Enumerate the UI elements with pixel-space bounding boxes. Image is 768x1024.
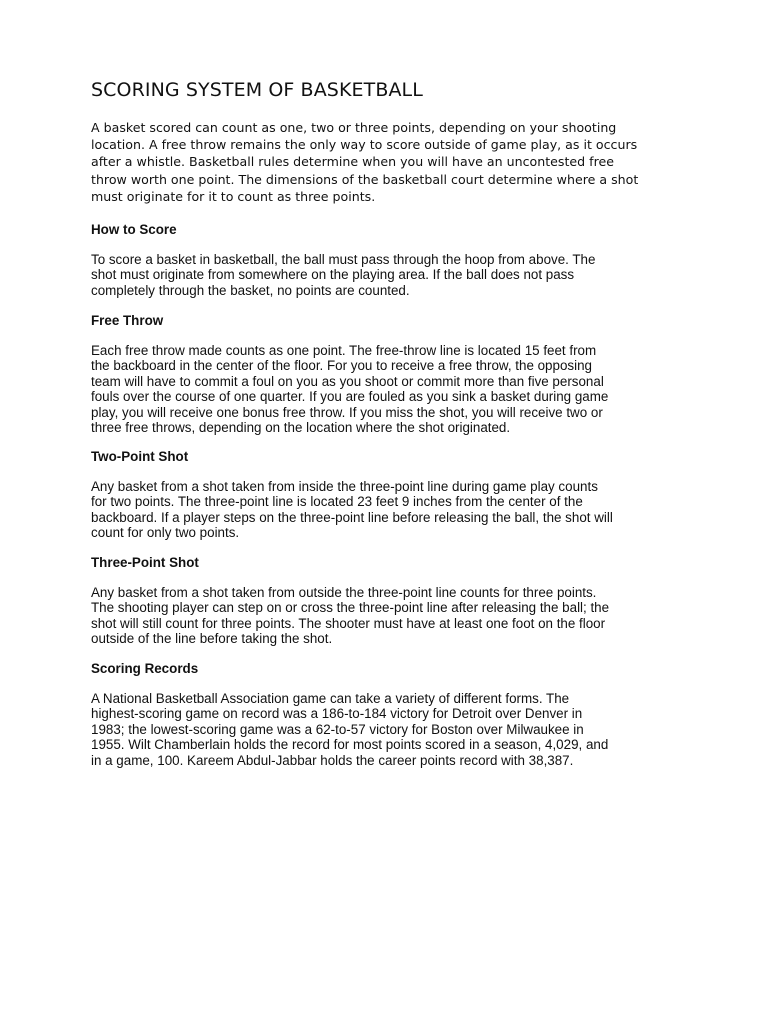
text-line: fouls over the course of one quarter. If you are fouled as you sink a basket during game xyxy=(91,389,609,405)
text-line: shot will still count for three points. The shooter must have at least one foot on the floor xyxy=(91,615,606,631)
text-line: highest-scoring game on record was a 186-to-184 victory for Detroit over Denver in xyxy=(91,706,583,722)
text-line: A National Basketball Association game can take a variety of different forms. The xyxy=(91,691,570,706)
text-line: count for only two points. xyxy=(91,525,240,541)
document-title: SCORING SYSTEM OF BASKETBALL xyxy=(91,79,423,101)
section-heading-two-point-shot: Two-Point Shot xyxy=(91,449,189,464)
section-paragraph-free-throw xyxy=(91,343,691,435)
text-line: completely through the basket, no points are counted. xyxy=(91,282,410,298)
text-line: shot must originate from somewhere on the playing area. If the ball does not pass xyxy=(91,267,575,283)
text-line: must originate for it to count as three points. xyxy=(91,188,376,204)
text-line: To score a basket in basketball, the ball must pass through the hoop from above. The xyxy=(91,252,596,267)
text-line: 1983; the lowest-scoring game was a 62-to-57 victory for Boston over Milwaukee in xyxy=(91,721,584,737)
text-line: for two points. The three-point line is located 23 feet 9 inches from the center of the xyxy=(91,494,583,510)
text-line: play, you will receive one bonus free throw. If you miss the shot, you will receive two or xyxy=(91,404,603,420)
text-line: team will have to commit a foul on you as you shoot or commit more than five personal xyxy=(91,373,604,389)
text-line: outside of the line before taking the shot. xyxy=(91,631,333,647)
section-heading-free-throw: Free Throw xyxy=(91,313,164,328)
text-line: Each free throw made counts as one point. The free-throw line is located 15 feet from xyxy=(91,343,597,358)
text-line: Any basket from a shot taken from outside the three-point line counts for three points. xyxy=(91,585,597,600)
section-paragraph-three-point-shot xyxy=(91,585,691,647)
text-line: the backboard in the center of the floor. For you to receive a free throw, the opposing xyxy=(91,358,592,374)
text-line: 1955. Wilt Chamberlain holds the record for most points scored in a season, 4,029, and xyxy=(91,737,609,753)
section-paragraph-how-to-score xyxy=(91,252,691,298)
section-paragraph-two-point-shot xyxy=(91,479,691,541)
section-heading-three-point-shot: Three-Point Shot xyxy=(91,555,199,570)
section-heading-how-to-score: How to Score xyxy=(91,222,177,237)
section-heading-scoring-records: Scoring Records xyxy=(91,661,199,676)
text-line: The shooting player can step on or cross the three-point line after releasing the ball; the xyxy=(91,600,610,616)
section-paragraph-scoring-records xyxy=(91,691,691,768)
text-line: A basket scored can count as one, two or three points, depending on your shooting xyxy=(91,120,617,135)
text-line: three free throws, depending on the location where the shot originated. xyxy=(91,420,511,436)
intro-paragraph xyxy=(91,119,691,205)
text-line: location. A free throw remains the only way to score outside of game play, as it occurs xyxy=(91,137,638,153)
text-line: throw worth one point. The dimensions of the basketball court determine where a shot xyxy=(91,171,639,187)
text-line: Any basket from a shot taken from inside the three-point line during game play counts xyxy=(91,479,598,494)
text-line: backboard. If a player steps on the three-point line before releasing the ball, the shot will xyxy=(91,509,613,525)
text-line: after a whistle. Basketball rules determine when you will have an uncontested free xyxy=(91,154,614,170)
text-line: in a game, 100. Kareem Abdul-Jabbar holds the career points record with 38,387. xyxy=(91,752,574,768)
